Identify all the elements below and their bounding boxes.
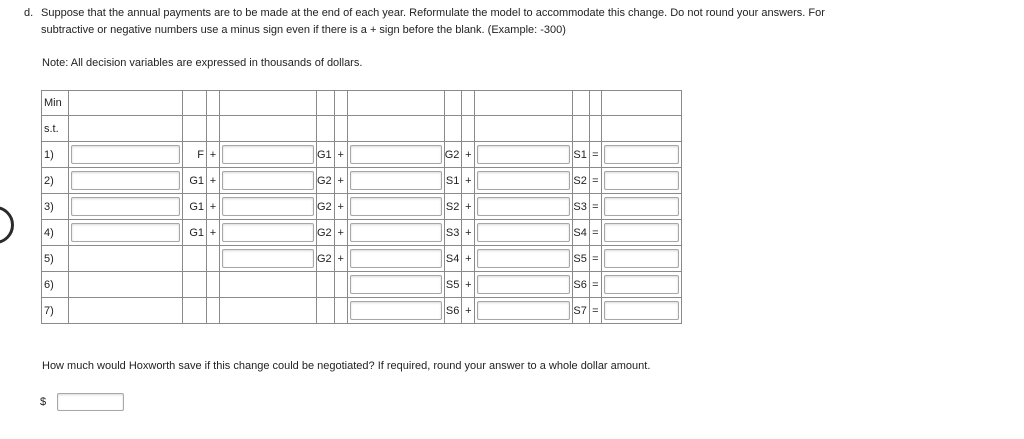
coef-1-input[interactable]	[71, 171, 180, 190]
empty-cell	[183, 298, 207, 324]
note-text: Note: All decision variables are expressed in thousands of dollars.	[42, 57, 363, 69]
empty-cell	[69, 246, 183, 272]
coef-3-input-cell[interactable]	[347, 142, 444, 168]
coef-4-input-cell[interactable]	[475, 298, 573, 324]
coef-3-input-cell[interactable]	[347, 194, 444, 220]
empty-cell	[207, 246, 220, 272]
empty-cell	[207, 116, 220, 142]
variable-label: G1	[183, 168, 207, 194]
empty-cell	[601, 116, 681, 142]
constraint-number: 1)	[42, 142, 69, 168]
coef-2-input[interactable]	[222, 197, 314, 216]
empty-cell	[347, 116, 444, 142]
coef-2-input-cell[interactable]	[220, 168, 317, 194]
empty-cell	[220, 91, 317, 116]
operator-plus: +	[334, 246, 347, 272]
subject-to-row	[42, 116, 682, 142]
variable-label: S7	[573, 298, 589, 324]
variable-label: S1	[573, 142, 589, 168]
variable-label: S4	[444, 246, 462, 272]
operator-plus: +	[462, 142, 475, 168]
rhs-input[interactable]	[604, 145, 679, 164]
constraint-number: 6)	[42, 272, 69, 298]
constraint-row	[42, 272, 682, 298]
coef-1-input[interactable]	[71, 145, 180, 164]
coef-2-input-cell[interactable]	[220, 246, 317, 272]
coef-4-input[interactable]	[477, 275, 570, 294]
empty-cell	[69, 116, 183, 142]
coef-4-input-cell[interactable]	[475, 246, 573, 272]
coef-3-input[interactable]	[350, 249, 442, 268]
coef-1-input-cell[interactable]	[69, 168, 183, 194]
coef-4-input[interactable]	[477, 197, 570, 216]
rhs-input-cell[interactable]	[601, 220, 681, 246]
coef-3-input[interactable]	[350, 197, 442, 216]
coef-2-input[interactable]	[222, 249, 314, 268]
variable-label: G1	[183, 194, 207, 220]
constraint-row	[42, 194, 682, 220]
empty-cell	[589, 91, 601, 116]
empty-cell	[589, 116, 601, 142]
rhs-input-cell[interactable]	[601, 142, 681, 168]
empty-cell	[220, 116, 317, 142]
variable-label: S2	[573, 168, 589, 194]
operator-plus: +	[462, 194, 475, 220]
empty-cell	[69, 272, 183, 298]
operator-plus: +	[462, 220, 475, 246]
variable-label: G2	[317, 220, 335, 246]
empty-cell	[334, 272, 347, 298]
operator-plus: +	[462, 168, 475, 194]
empty-cell	[207, 91, 220, 116]
savings-question: How much would Hoxworth save if this change could be negotiated? If required, round your answer to a whole dollar amount.	[42, 360, 651, 372]
objective-row	[42, 91, 682, 116]
coef-3-input-cell[interactable]	[347, 298, 444, 324]
rhs-input[interactable]	[604, 223, 679, 242]
operator-equals: =	[589, 194, 601, 220]
operator-equals: =	[589, 298, 601, 324]
empty-cell	[334, 91, 347, 116]
rhs-input[interactable]	[604, 171, 679, 190]
objective-label: Min	[42, 91, 69, 116]
operator-equals: =	[589, 246, 601, 272]
variable-label: S6	[573, 272, 589, 298]
operator-plus: +	[334, 168, 347, 194]
question-line-2: subtractive or negative numbers use a minus sign even if there is a + sign before the blank. (Example: -300)	[41, 24, 566, 36]
question-label: d.	[24, 7, 34, 19]
empty-cell	[317, 116, 335, 142]
variable-label: S5	[573, 246, 589, 272]
coef-1-input[interactable]	[71, 223, 180, 242]
coef-3-input-cell[interactable]	[347, 168, 444, 194]
variable-label: G2	[317, 168, 335, 194]
variable-label: S1	[444, 168, 462, 194]
coef-4-input-cell[interactable]	[475, 142, 573, 168]
empty-cell	[462, 116, 475, 142]
coef-2-input[interactable]	[222, 171, 314, 190]
coef-2-input-cell[interactable]	[220, 194, 317, 220]
coef-1-input-cell[interactable]	[69, 220, 183, 246]
coef-4-input-cell[interactable]	[475, 272, 573, 298]
coef-4-input[interactable]	[477, 301, 570, 320]
constraint-row	[42, 298, 682, 324]
coef-4-input[interactable]	[477, 145, 570, 164]
constraint-row	[42, 246, 682, 272]
coef-3-input[interactable]	[350, 301, 442, 320]
rhs-input[interactable]	[604, 197, 679, 216]
variable-label: G2	[317, 194, 335, 220]
empty-cell	[444, 91, 462, 116]
operator-equals: =	[589, 168, 601, 194]
coef-2-input[interactable]	[222, 223, 314, 242]
coef-3-input[interactable]	[350, 275, 442, 294]
variable-label: S6	[444, 298, 462, 324]
rhs-input[interactable]	[604, 275, 679, 294]
operator-equals: =	[589, 272, 601, 298]
variable-label: G1	[317, 142, 335, 168]
empty-cell	[317, 272, 335, 298]
coef-1-input-cell[interactable]	[69, 194, 183, 220]
rhs-input-cell[interactable]	[601, 272, 681, 298]
question-text	[24, 5, 1009, 39]
coef-2-input-cell[interactable]	[220, 220, 317, 246]
coef-4-input[interactable]	[477, 223, 570, 242]
coef-4-input-cell[interactable]	[475, 220, 573, 246]
constraint-row	[42, 220, 682, 246]
empty-cell	[183, 246, 207, 272]
coef-3-input[interactable]	[350, 145, 442, 164]
coef-3-input[interactable]	[350, 223, 442, 242]
empty-cell	[317, 298, 335, 324]
rhs-input-cell[interactable]	[601, 246, 681, 272]
coef-3-input-cell[interactable]	[347, 220, 444, 246]
variable-label: G2	[444, 142, 462, 168]
empty-cell	[183, 91, 207, 116]
empty-cell	[183, 116, 207, 142]
empty-cell	[207, 298, 220, 324]
operator-plus: +	[334, 142, 347, 168]
empty-cell	[462, 91, 475, 116]
coef-1-input[interactable]	[71, 197, 180, 216]
operator-plus: +	[334, 220, 347, 246]
coef-4-input[interactable]	[477, 249, 570, 268]
empty-cell	[601, 91, 681, 116]
empty-cell	[183, 272, 207, 298]
empty-cell	[334, 298, 347, 324]
coef-2-input[interactable]	[222, 145, 314, 164]
empty-cell	[207, 272, 220, 298]
coef-2-input-cell[interactable]	[220, 142, 317, 168]
empty-cell	[69, 298, 183, 324]
coef-4-input-cell[interactable]	[475, 168, 573, 194]
coef-3-input-cell[interactable]	[347, 272, 444, 298]
constraint-number: 2)	[42, 168, 69, 194]
constraint-number: 7)	[42, 298, 69, 324]
rhs-input[interactable]	[604, 249, 679, 268]
empty-cell	[69, 91, 183, 116]
coef-4-input[interactable]	[477, 171, 570, 190]
operator-plus: +	[207, 142, 220, 168]
question-line-1: Suppose that the annual payments are to be made at the end of each year. Reformulate the model to accommodate this change. Do not round your answers. For	[41, 7, 825, 19]
coef-3-input[interactable]	[350, 171, 442, 190]
operator-plus: +	[207, 220, 220, 246]
variable-label: S3	[573, 194, 589, 220]
empty-cell	[444, 116, 462, 142]
operator-plus: +	[462, 298, 475, 324]
operator-plus: +	[207, 194, 220, 220]
operator-plus: +	[462, 246, 475, 272]
currency-symbol: $	[40, 396, 47, 408]
empty-cell	[334, 116, 347, 142]
operator-equals: =	[589, 142, 601, 168]
variable-label: S4	[573, 220, 589, 246]
variable-label: G1	[183, 220, 207, 246]
rhs-input-cell[interactable]	[601, 168, 681, 194]
empty-cell	[573, 91, 589, 116]
empty-cell	[347, 91, 444, 116]
empty-cell	[573, 116, 589, 142]
cursor-ring-icon	[0, 206, 14, 244]
variable-label: F	[183, 142, 207, 168]
variable-label: S3	[444, 220, 462, 246]
constraint-number: 5)	[42, 246, 69, 272]
coef-1-input-cell[interactable]	[69, 142, 183, 168]
coef-4-input-cell[interactable]	[475, 194, 573, 220]
empty-cell	[317, 91, 335, 116]
constraint-row	[42, 168, 682, 194]
empty-cell	[220, 298, 317, 324]
operator-plus: +	[207, 168, 220, 194]
empty-cell	[475, 116, 573, 142]
variable-label: G2	[317, 246, 335, 272]
operator-plus: +	[334, 194, 347, 220]
empty-cell	[220, 272, 317, 298]
empty-cell	[475, 91, 573, 116]
rhs-input-cell[interactable]	[601, 298, 681, 324]
variable-label: S2	[444, 194, 462, 220]
rhs-input-cell[interactable]	[601, 194, 681, 220]
operator-plus: +	[462, 272, 475, 298]
variable-label: S5	[444, 272, 462, 298]
constraint-row	[42, 142, 682, 168]
subject-to-label: s.t.	[42, 116, 69, 142]
rhs-input[interactable]	[604, 301, 679, 320]
constraint-number: 4)	[42, 220, 69, 246]
lp-model-table	[41, 90, 682, 324]
operator-equals: =	[589, 220, 601, 246]
coef-3-input-cell[interactable]	[347, 246, 444, 272]
savings-answer-input[interactable]	[57, 393, 124, 411]
constraint-number: 3)	[42, 194, 69, 220]
